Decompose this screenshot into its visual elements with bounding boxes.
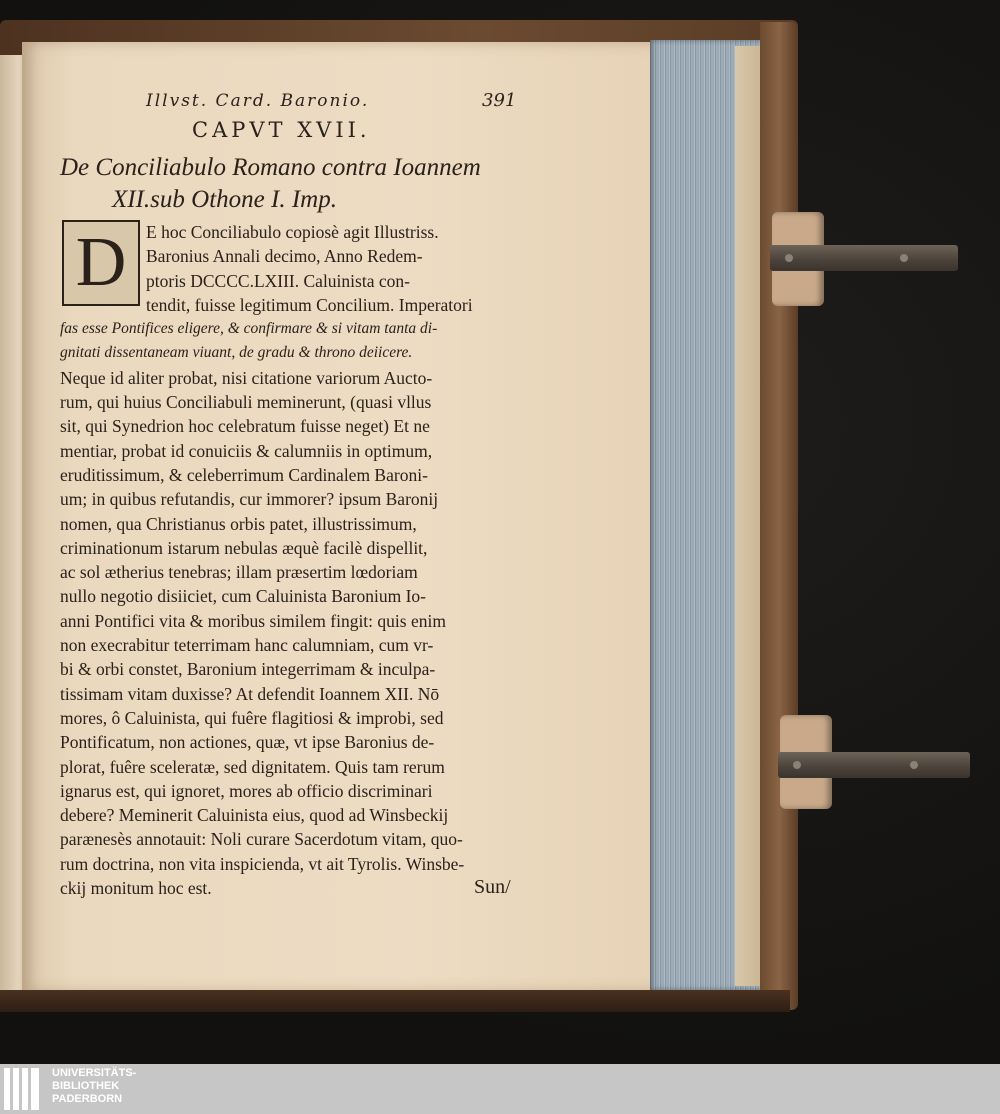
chapter-title-line-1: De Conciliabulo Romano contra Ioannem <box>60 154 481 181</box>
text-line: nullo negotio disiiciet, cum Caluinista Baronium Io- <box>60 586 426 607</box>
chapter-heading: CAPVT XVII. <box>192 118 371 142</box>
text-line: ptoris DCCCC.LXIII. Caluinista con- <box>146 270 410 291</box>
text-line: bi & orbi constet, Baronium integerrimam & inculpa- <box>60 659 436 680</box>
chapter-title <box>60 152 530 216</box>
clasp-strap-bottom <box>778 752 970 778</box>
text-line: plorat, fuêre sceleratæ, sed dignitatem. Quis tam rerum <box>60 756 445 777</box>
library-name <box>52 1067 136 1106</box>
text-line: Pontificatum, non actiones, quæ, vt ipse Baronius de- <box>60 732 435 753</box>
text-line: tissimam vitam duxisse? At defendit Ioannem XII. Nō <box>60 683 440 704</box>
text-line: fas esse Pontifices eligere, & confirmare & si vitam tanta di- <box>60 320 438 338</box>
text-line: Baronius Annali decimo, Anno Redem- <box>146 246 423 267</box>
rivet-icon <box>785 254 793 262</box>
library-name-line-3: PADERBORN <box>52 1093 123 1105</box>
text-line: sit, qui Synedrion hoc celebratum fuisse neget) Et ne <box>60 416 430 437</box>
library-name-line-2: BIBLIOTHEK <box>52 1080 120 1092</box>
clasp-strap-top <box>770 245 958 271</box>
text-line: ckij monitum hoc est. <box>60 878 212 899</box>
text-line: E hoc Conciliabulo copiosè agit Illustriss. <box>146 222 439 242</box>
body-text <box>60 220 540 900</box>
text-line: nomen, qua Christianus orbis patet, illustrissimum, <box>60 513 417 534</box>
rivet-icon <box>900 254 908 262</box>
cover-bottom <box>0 990 790 1012</box>
text-line: um; in quibus refutandis, cur immorer? ipsum Baronij <box>60 489 439 510</box>
text-line: ac sol ætherius tenebras; illam præsertim lœdoriam <box>60 562 418 583</box>
text-line: criminationum istarum nebulas æquè facilè dispellit, <box>60 537 428 558</box>
text-line: anni Pontifici vita & moribus similem fingit: quis enim <box>60 610 446 631</box>
text-line: debere? Meminerit Caluinista eius, quod ad Winsbeckij <box>60 805 449 826</box>
running-head: Illvst. Card. Baronio. <box>146 91 370 111</box>
text-line: non execrabitur teterrimam hanc calumniam, cum vr- <box>60 635 434 656</box>
rivet-icon <box>910 761 918 769</box>
text-line: Neque id aliter probat, nisi citatione variorum Aucto- <box>60 367 433 388</box>
text-line: gnitati dissentaneam viuant, de gradu & throno deiicere. <box>60 344 413 362</box>
text-line: rum doctrina, non vita inspicienda, vt ait Tyrolis. Winsbe- <box>60 853 465 874</box>
text-line: ignarus est, qui ignoret, mores ab officio discriminari <box>60 780 433 801</box>
text-line: mores, ô Caluinista, qui fuêre flagitiosi & improbi, sed <box>60 707 444 728</box>
text-line: parænesès annotauit: Noli curare Sacerdotum vitam, quo- <box>60 829 463 850</box>
text-line: rum, qui huius Conciliabuli meminerunt, (quasi vllus <box>60 392 432 413</box>
text-line: tendit, fuisse legitimum Concilium. Imperatori <box>146 294 473 315</box>
page-number: 391 <box>482 90 517 111</box>
decorated-initial: D <box>62 220 140 306</box>
cover-edge <box>760 22 798 1010</box>
library-logo-icon <box>4 1068 46 1110</box>
text-line: eruditissimum, & celeberrimum Cardinalem Baroni- <box>60 464 428 485</box>
chapter-title-line-2: XII.sub Othone I. Imp. <box>112 186 337 213</box>
library-footer <box>0 1064 1000 1114</box>
rivet-icon <box>793 761 801 769</box>
catchword: Sun/ <box>474 876 511 898</box>
text-line: mentiar, probat id conuiciis & calumniis in optimum, <box>60 440 433 461</box>
library-name-line-1: UNIVERSITÄTS- <box>52 1067 137 1079</box>
